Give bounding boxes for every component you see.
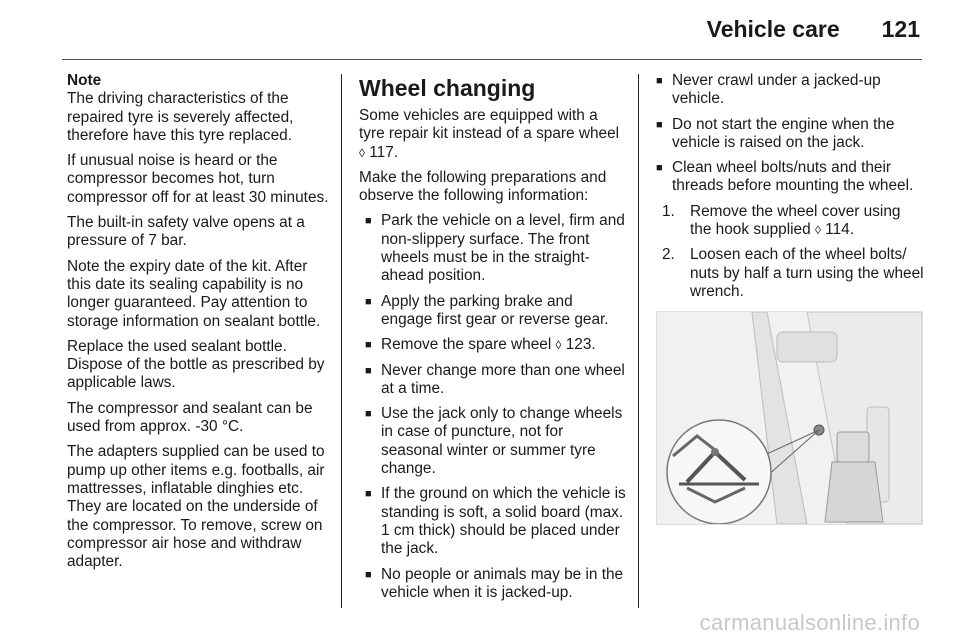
header-rule [62, 59, 922, 60]
safety-list [656, 72, 926, 196]
paragraph: The built-in safety valve opens at a pressure of 7 bar. [67, 214, 305, 250]
jack-illustration [656, 311, 923, 525]
paragraph: If unusual noise is heard or the compressor becomes hot, turn compressor off for at least 30 minutes. [67, 152, 329, 206]
note-paragraph: The driving characteristics of the repaired tyre is severely affected, therefore have this tyre replaced. [67, 90, 294, 144]
column-middle [359, 72, 627, 609]
intro-paragraph: Some vehicles are equipped with a tyre repair kit instead of a spare wheel ◊ 117. [359, 107, 620, 161]
list-item: ■ Do not start the engine when the vehicle is raised on the jack. [656, 116, 926, 153]
list-item: ■ Never crawl under a jacked-up vehicle. [656, 72, 926, 109]
paragraph: Replace the used sealant bottle. Dispose of the bottle as prescribed by applicable laws. [67, 337, 325, 392]
jack-stowage-image [657, 312, 922, 524]
preparation-paragraph: Make the following preparations and observe the following information: [359, 168, 607, 205]
column-left [67, 72, 329, 578]
list-item: ■ Remove the spare wheel ◊ 123. [365, 336, 627, 354]
page-ref-link[interactable]: 114. [825, 221, 854, 239]
page-ref-icon: ◊ [359, 145, 365, 160]
list-item: ■ No people or animals may be in the vehicle when it is jacked-up. [365, 566, 627, 603]
section-title: Wheel changing [359, 75, 536, 101]
page-ref-link[interactable]: 123. [565, 336, 596, 354]
list-item: ■ Apply the parking brake and engage first gear or reverse gear. [365, 293, 627, 330]
page-number: 121 [881, 16, 920, 42]
page-ref-icon: ◊ [555, 338, 562, 353]
header-title: Vehicle care [706, 16, 840, 42]
paragraph: Note the expiry date of the kit. After this date its sealing capability is no longer guaranteed. Pay attention to storage information on sealant bottle. [67, 257, 321, 330]
list-item: ■ Park the vehicle on a level, firm and non-slippery surface. The front wheels must be in the straight-ahead position. [365, 212, 627, 285]
column-divider-1 [341, 74, 342, 608]
paragraph: The adapters supplied can be used to pump up other items e.g. footballs, air mattresses, inflatable dinghies etc. They are located on the underside of the compressor. To remove, screw on compressor air hose and withdraw adapter. [67, 443, 325, 571]
precaution-list [359, 212, 627, 602]
column-divider-2 [638, 74, 639, 608]
step-item: 2. Loosen each of the wheel bolts/ nuts by half a turn using the wheel wrench. [662, 246, 924, 300]
list-item: ■ Never change more than one wheel at a time. [365, 362, 627, 399]
step-item: 1. Remove the wheel cover using the hook supplied ◊ 114. [662, 202, 901, 239]
column-right [656, 72, 926, 525]
page-header [707, 16, 920, 43]
procedure-steps [656, 203, 926, 301]
note-label: Note [67, 72, 102, 89]
page-ref-icon: ◊ [814, 223, 821, 238]
list-item: ■ Use the jack only to change wheels in case of puncture, not for seasonal winter or summer tyre change. [365, 405, 627, 478]
page-ref-link[interactable]: 117. [369, 143, 399, 161]
paragraph: The compressor and sealant can be used from approx. -30 °C. [67, 399, 313, 436]
list-item: ■ Clean wheel bolts/nuts and their threads before mounting the wheel. [656, 159, 926, 196]
list-item: ■ If the ground on which the vehicle is standing is soft, a solid board (max. 1 cm thick) should be placed under the jack. [365, 485, 627, 558]
watermark: carmanualsonline.info [699, 610, 920, 635]
